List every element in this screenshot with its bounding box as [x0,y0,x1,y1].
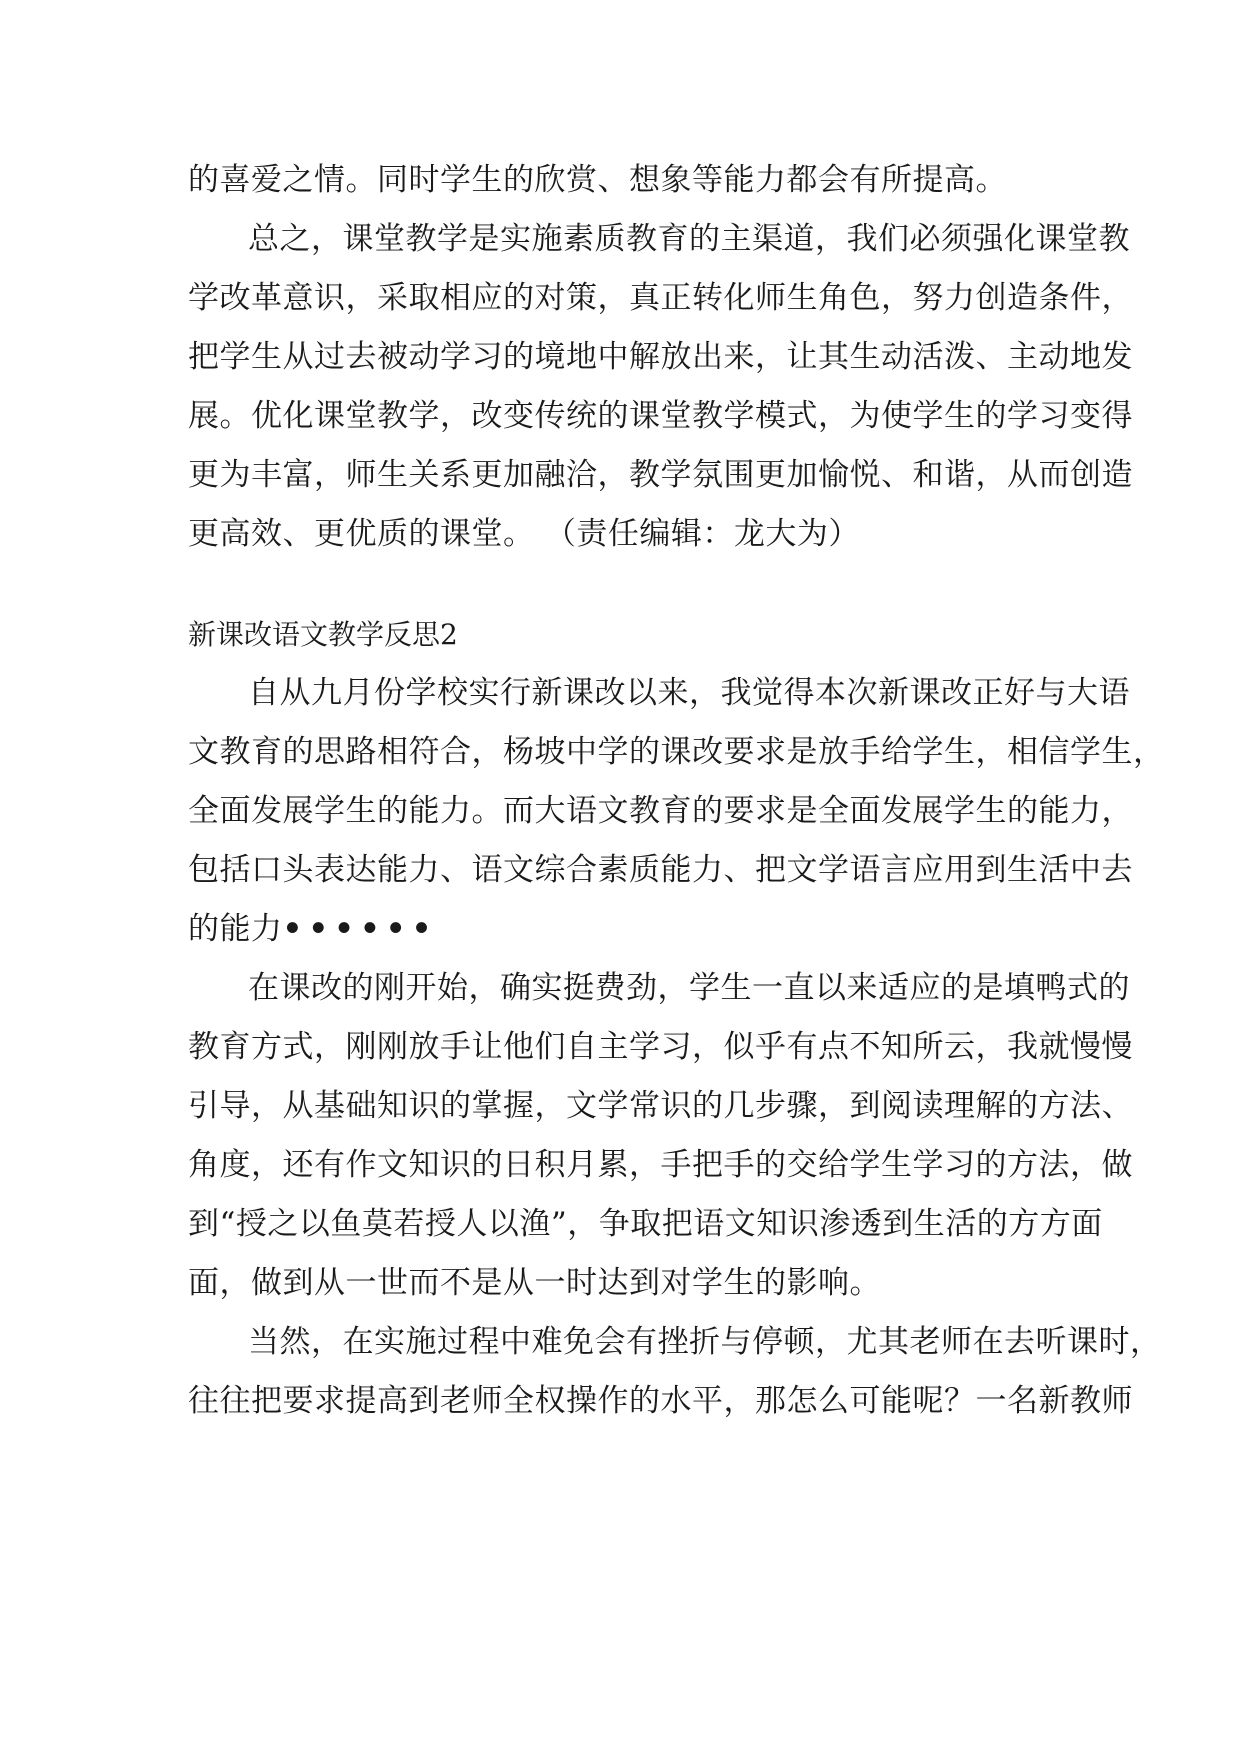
paragraph-line: 文教育的思路相符合，杨坡中学的课改要求是放手给学生，相信学生， [188,734,1165,770]
paragraph-line: 在课改的刚开始，确实挺费劲，学生一直以来适应的是填鸭式的 [248,970,1130,1006]
paragraph-line: 引导，从基础知识的掌握，文学常识的几步骤，到阅读理解的方法、 [188,1088,1133,1124]
section-heading: 新课改语文教学反思2 [188,618,458,651]
paragraph-line: 更为丰富，师生关系更加融洽，教学氛围更加愉悦、和谐，从而创造 [188,457,1133,493]
paragraph-line: 到“授之以鱼莫若授人以渔”，争取把语文知识渗透到生活的方方面 [188,1206,1103,1242]
paragraph-text: 的能力 [188,911,283,947]
paragraph-line: 把学生从过去被动学习的境地中解放出来，让其生动活泼、主动地发 [188,339,1133,375]
paragraph-line: 包括口头表达能力、语文综合素质能力、把文学语言应用到生活中去 [188,852,1133,888]
paragraph-line: 全面发展学生的能力。而大语文教育的要求是全面发展学生的能力， [188,793,1133,829]
paragraph-line: 学改革意识，采取相应的对策，真正转化师生角色，努力创造条件， [188,280,1133,316]
paragraph-line: 的喜爱之情。同时学生的欣赏、想象等能力都会有所提高。 [188,162,1007,198]
paragraph-line: 自从九月份学校实行新课改以来，我觉得本次新课改正好与大语 [248,675,1130,711]
paragraph-line: 当然，在实施过程中难免会有挫折与停顿，尤其老师在去听课时， [248,1324,1162,1360]
paragraph-line: 面，做到从一世而不是从一时达到对学生的影响。 [188,1265,881,1301]
paragraph-line: 教育方式，刚刚放手让他们自主学习，似乎有点不知所云，我就慢慢 [188,1029,1133,1065]
paragraph-line: 展。优化课堂教学，改变传统的课堂教学模式，为使学生的学习变得 [188,398,1133,434]
paragraph-line: 总之，课堂教学是实施素质教育的主渠道，我们必须强化课堂教 [248,221,1130,257]
paragraph-line: 往往把要求提高到老师全权操作的水平，那怎么可能呢？一名新教师 [188,1383,1133,1419]
paragraph-line: 角度，还有作文知识的日积月累，手把手的交给学生学习的方法，做 [188,1147,1133,1183]
ellipsis-dots: •••••• [282,911,438,947]
paragraph-line [188,909,437,949]
paragraph-line: 更高效、更优质的课堂。 （责任编辑：龙大为） [188,516,860,552]
